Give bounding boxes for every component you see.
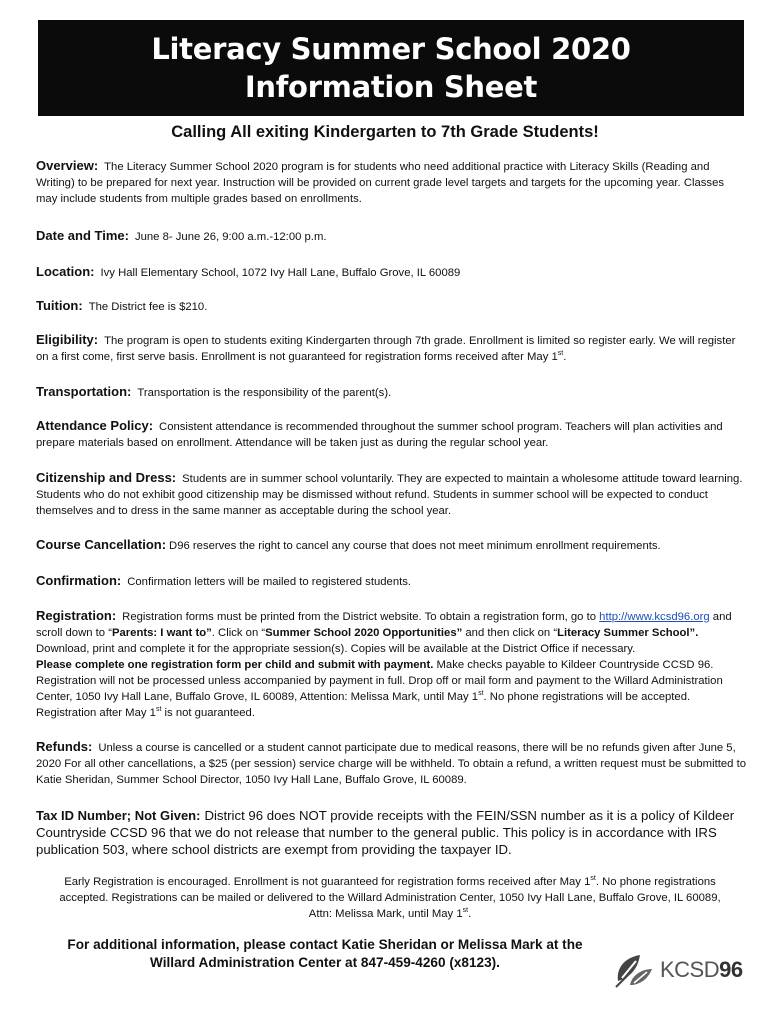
refunds-heading: Refunds: [36,739,93,754]
eligibility-heading: Eligibility: [36,332,99,347]
registration-text-2: and scroll down to “ [36,611,732,639]
confirmation-section [36,573,746,590]
tuition-section [36,298,746,315]
transportation-heading: Transportation: [36,384,132,399]
logo-prefix: KCSD [660,957,720,982]
location-heading: Location: [36,264,95,279]
tax-section [36,807,746,858]
transportation-section [36,384,746,401]
cancellation-section [36,537,746,554]
refunds-text: Unless a course is cancelled or a student cannot participate due to medical reasons, there will be no refunds given after June 5, 2020 For all other cancellations, a $25 (per session) service charge will be withheld. To obtain a refund, a written request must be submitted to Katie Sheridan, Summer School Director, 1050 Ivy Hall Lane, Buffalo Grove, IL 60089. [36,742,746,786]
contact-line-2: Willard Administration Center at 847-459-4260 (x8123). [150,955,500,970]
attendance-section [36,418,746,451]
logo-text [660,957,743,983]
registration-sup-1: st [478,690,484,698]
citizenship-heading: Citizenship and Dress: [36,470,177,485]
registration-bold-3: Literacy Summer School”. [557,627,699,639]
tax-text: District 96 does NOT provide receipts with the FEIN/SSN number as it is a policy of Kildeer Countryside CCSD 96 that we do not release that number to the general public. This policy is in accordance with IRS publication 503, where school districts are exempt from providing the taxpayer ID. [36,808,735,857]
attendance-heading: Attendance Policy: [36,418,154,433]
title-line-1: Literacy Summer School 2020 [151,32,631,66]
early-text-2: . No phone registrations accepted. Registrations can be mailed or delivered to the Willard Administration Center, 1050 Ivy Hall Lane, Buffalo Grove, IL 60089, Attn: Melissa Mark, until May 1 [59,876,721,920]
eligibility-sup: st [557,350,564,358]
contact-line-1: For additional information, please contact Katie Sheridan or Melissa Mark at the [67,937,583,952]
early-sup-2: st [462,907,469,915]
refunds-section [36,739,746,788]
registration-section [36,608,746,721]
location-text: Ivy Hall Elementary School, 1072 Ivy Hall Lane, Buffalo Grove, IL 60089 [100,267,461,279]
eligibility-text: The program is open to students exiting Kindergarten through 7th grade. Enrollment is limited so register early. We will register on a first come, first serve basis. Enrollment is not guaranteed for registration forms received after May 1 [36,335,736,363]
confirmation-heading: Confirmation: [36,573,122,588]
date-time-section [36,228,746,245]
leaf-icon [614,951,654,989]
early-registration-note [50,874,730,922]
cancellation-text: D96 reserves the right to cancel any course that does not meet minimum enrollment requirements. [169,540,661,552]
contact-info [20,936,630,972]
transportation-text: Transportation is the responsibility of the parent(s). [137,387,392,399]
registration-text-5: Download, print and complete it for the appropriate session(s). Copies will be available at the District Office if necessary. [36,643,636,655]
title-banner [38,20,744,116]
location-section [36,264,746,281]
registration-heading: Registration: [36,608,117,623]
content [36,158,746,858]
citizenship-text: Students are in summer school voluntarily. They are expected to maintain a wholesome attitude toward learning. Students who do not exhibit good citizenship may be dismissed without refund. Students in summer school will be expected to conduct themselves and to dress in the same manner as acceptable during the school year. [36,473,743,517]
date-time-heading: Date and Time: [36,228,129,243]
overview-text: The Literacy Summer School 2020 program is for students who need additional practice with Literacy Skills (Reading and Writing) to be prepared for next year. Instruction will be provided on current grade level targets and targets for the upcoming year. Classes may include students from multiple grades based on enrollments. [36,161,725,205]
overview-heading: Overview: [36,158,99,173]
eligibility-end: . [563,351,567,363]
registration-text-6: Make checks payable to Kildeer Countryside CCSD 96. Registration will not be processed unless accompanied by payment in full. Drop off or mail form and payment to the Willard Administration Center, 1050 Ivy Hall Lane, Buffalo Grove, IL 60089, Attention: Melissa Mark, until May 1 [36,659,723,703]
early-text-1: Early Registration is encouraged. Enrollment is not guaranteed for registration forms received after May 1 [64,876,591,888]
logo-number: 96 [719,957,743,982]
registration-text-4: and then click on “ [462,627,558,639]
overview-section [36,158,746,207]
registration-bold-1: Parents: I want to” [111,627,212,639]
title-line-2: Information Sheet [244,70,538,104]
tuition-text: The District fee is $210. [88,301,208,313]
citizenship-section [36,470,746,519]
district-website-link[interactable]: http://www.kcsd96.org [599,611,710,623]
registration-text-1: Registration forms must be printed from the District website. To obtain a registration form, go to [122,611,600,623]
attendance-text: Consistent attendance is recommended throughout the summer school program. Teachers will plan activities and prepare materials based on enrollment. Attendance will be taken just as during the regular school year. [36,421,723,449]
registration-sup-2: st [155,706,162,714]
registration-text-7: . No phone registrations will be accepted. Registration after May 1 [36,691,691,719]
early-sup-1: st [590,875,596,883]
eligibility-section [36,332,746,365]
registration-text-8: is not guaranteed. [161,707,255,719]
tax-heading: Tax ID Number; Not Given: [36,808,201,823]
kcsd96-logo [614,950,754,990]
cancellation-heading: Course Cancellation: [36,537,167,552]
tuition-heading: Tuition: [36,298,83,313]
registration-bold-4: Please complete one registration form per child and submit with payment. [36,659,434,671]
registration-text-3: . Click on “ [211,627,266,639]
early-text-3: . [468,908,472,920]
date-time-text: June 8- June 26, 9:00 a.m.-12:00 p.m. [134,231,327,243]
registration-bold-2: Summer School 2020 Opportunities” [265,627,463,639]
confirmation-text: Confirmation letters will be mailed to registered students. [127,576,412,588]
subtitle: Calling All exiting Kindergarten to 7th Grade Students! [171,123,599,141]
